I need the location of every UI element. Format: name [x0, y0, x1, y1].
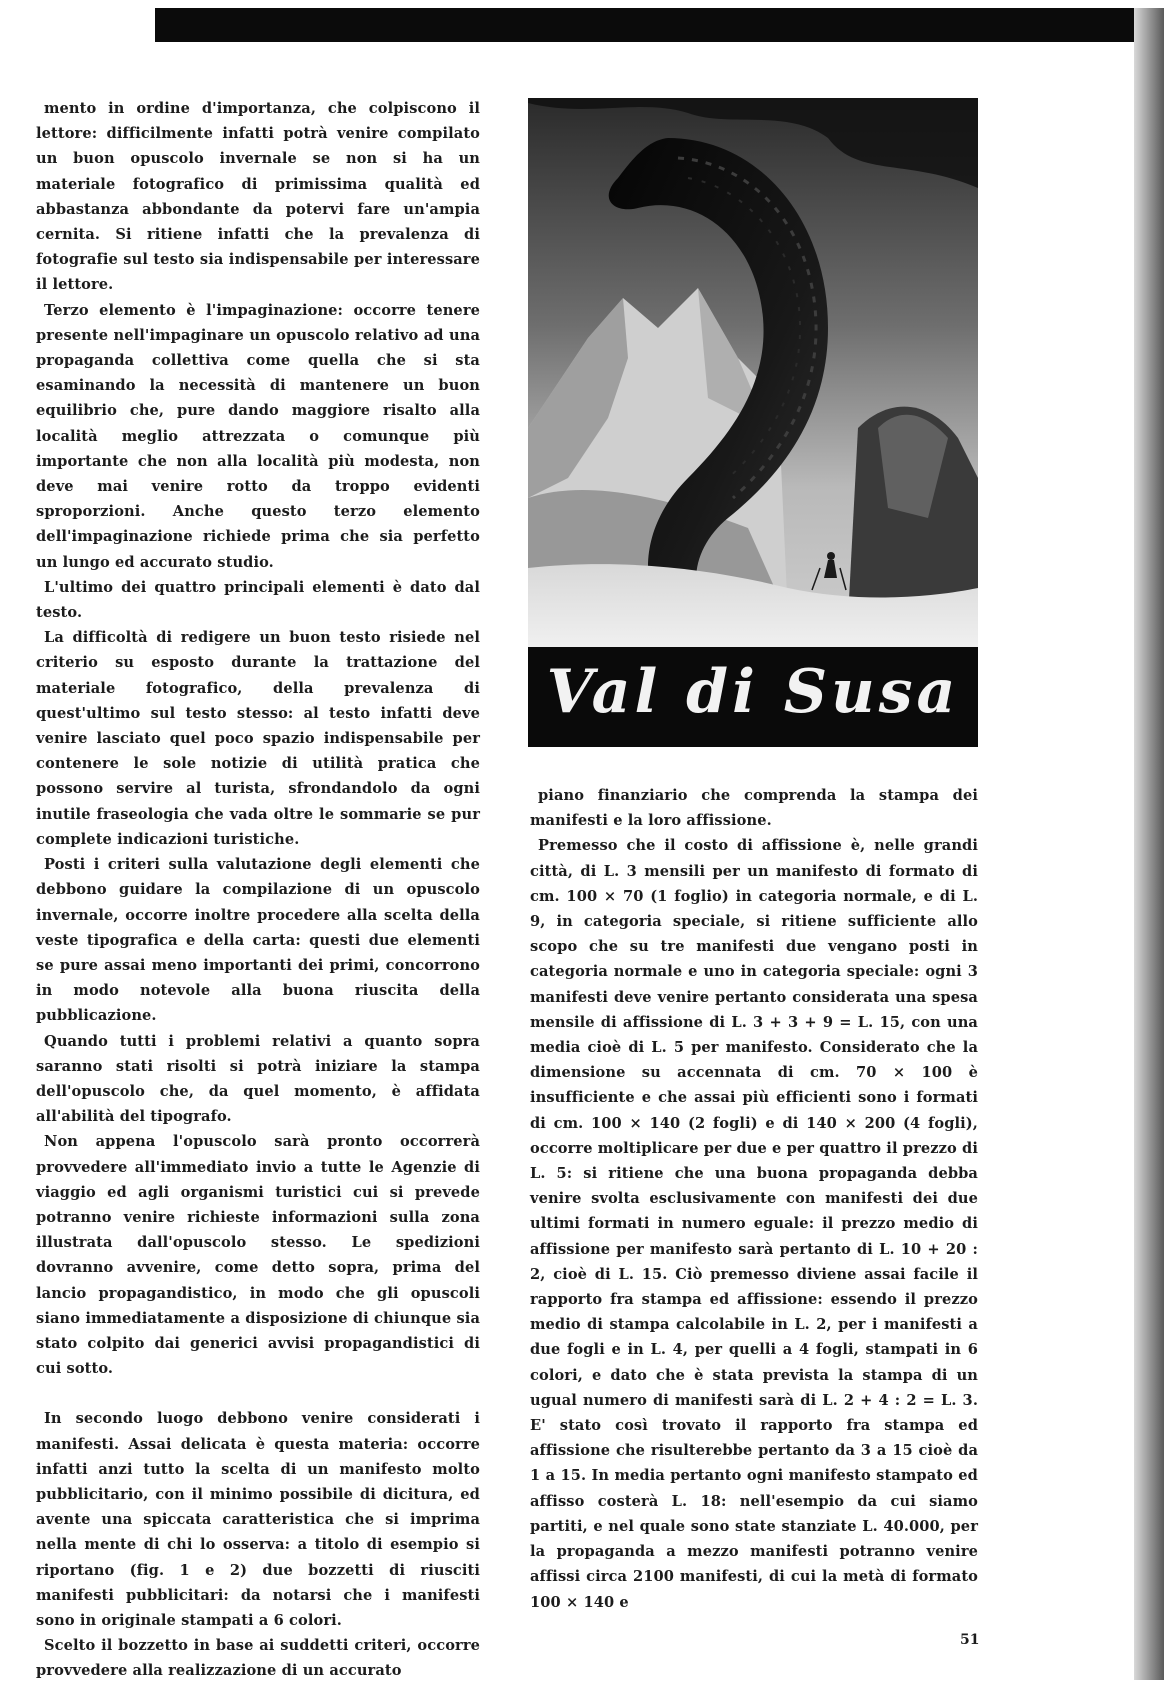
- paragraph: In secondo luogo debbono venire considerati i manifesti. Assai delicata è questa materia: occorre infatti anzi tutto la scelta di un manifesto molto pubblicitario, con il minimo possibile di dicitura, ed avente una spiccata caratteristica che si imprima nella mente di chi lo osserva: a titolo di esempio si riportano (fig. 1 e 2) due bozzetti di riusciti manifesti pubblicitari: da notarsi che i manifesti sono in originale stampati a 6 colori.: [36, 1410, 480, 1629]
- paragraph: Premesso che il costo di affissione è, nelle grandi città, di L. 3 mensili per un manifesto di formato di cm. 100 × 70 (1 foglio) in categoria normale, e di L. 9, in categoria speciale, si ritiene sufficiente allo scopo che su tre manifesti due vengano posti in categoria normale e uno in categoria speciale: ogni 3 manifesti deve venire pertanto considerata una spesa mensile di affissione di L. 3 + 3 + 9 = L. 15, con una media cioè di L. 5 per manifesto. Considerato che la dimensione su accennata di cm. 70 × 100 è insufficiente e che assai più efficienti sono i formati di cm. 100 × 140 (2 fogli) e di 140 × 200 (4 fogli), occorre moltiplicare per due e per quattro il prezzo di L. 5: si ritiene che una buona propaganda debba venire svolta esclusivamente con manifesti dei due ultimi formati in numero eguale: il prezzo medio di affissione per manifesto sarà pertanto di L. 10 + 20 : 2, cioè di L. 15. Ciò premesso diviene assai facile il rapporto fra stampa ed affissione: essendo il prezzo medio di stampa calcolabile in L. 2, per i manifesti a due fogli e in L. 4, per quelli a 4 fogli, stampati in 6 colori, e dato che è stata prevista la stampa di un ugual numero di manifesti sarà di L. 2 + 4 : 2 = L. 3. E' stato così trovato il rapporto fra stampa ed affissione che risulterebbe pertanto da 3 a 15 cioè da 1 a 15. In media pertanto ogni manifesto stampato ed affisso costerà L. 18: nell'esempio da cui siamo partiti, e nel quale sono state stanziate L. 40.000, per la propaganda a mezzo manifesti potranno venire affissi circa 2100 manifesti, di cui la metà di formato 100 × 140 e: [530, 837, 978, 1611]
- paragraph: L'ultimo dei quattro principali elementi è dato dal testo.: [36, 578, 480, 622]
- paragraph: Non appena l'opuscolo sarà pronto occorrerà provvedere all'immediato invio a tutte le Agenzie di viaggio ed agli organismi turistici cui si prevede potranno venire richieste informazioni sulla zona illustrata dall'opuscolo stesso. Le spedizioni dovranno avvenire, come detto sopra, prima del lancio propagandistico, in modo che gli opuscoli siano immediatamente a disposizione di chiunque sia stato colpito dai generici avvisi propagandistici di cui sotto.: [36, 1133, 480, 1378]
- page-number: 51: [960, 1632, 980, 1648]
- top-black-bar: [155, 8, 1164, 42]
- paragraph: mento in ordine d'importanza, che colpiscono il lettore: difficilmente infatti potrà venire compilato un buon opuscolo invernale se non si ha un materiale fotografico di primissima qualità ed abbastanza abbondante da potervi fare un'ampia cernita. Si ritiene infatti che la prevalenza di fotografie sul testo sia indispensabile per interessare il lettore.: [36, 100, 480, 294]
- paragraph: piano finanziario che comprenda la stampa dei manifesti e la loro affissione.: [530, 787, 978, 830]
- page-edge-shadow: [1134, 8, 1164, 1680]
- poster-illustration: [528, 98, 978, 747]
- right-text-column: [530, 783, 978, 1615]
- paragraph: La difficoltà di redigere un buon testo risiede nel criterio su esposto durante la trattazione del materiale fotografico, della prevalenza di quest'ultimo sul testo stesso: al testo infatti deve venire lasciato quel poco spazio indispensabile per contenere le sole notizie di utilità pratica che possono servire al turista, sfrondandolo da ogni inutile fraseologia che vada oltre le sommarie se pur complete indicazioni turistiche.: [36, 629, 480, 848]
- paragraph: Quando tutti i problemi relativi a quanto sopra saranno stati risolti si potrà iniziare la stampa dell'opuscolo che, da quel momento, è affidata all'abilità del tipografo.: [36, 1032, 480, 1126]
- left-text-column: [36, 96, 480, 1684]
- poster-title: Val di Susa: [546, 657, 960, 727]
- paragraph: Posti i criteri sulla valutazione degli elementi che debbono guidare la compilazione di un opuscolo invernale, occorre inoltre procedere alla scelta della veste tipografica e della carta: questi due elementi se pure assai meno importanti dei primi, concorrono in modo notevole alla buona riuscita della pubblicazione.: [36, 856, 480, 1025]
- paragraph: Terzo elemento è l'impaginazione: occorre tenere presente nell'impaginare un opuscolo relativo ad una propaganda collettiva come quella che si sta esaminando la necessità di mantenere un buon equilibrio che, pure dando maggiore risalto alla località meglio attrezzata o comunque più importante che non alla località più modesta, non deve mai venire rotto da troppo evidenti sproporzioni. Anche questo terzo elemento dell'impaginazione richiede prima che sia perfetto un lungo ed accurato studio.: [36, 301, 480, 571]
- paragraph: Scelto il bozzetto in base ai suddetti criteri, occorre provvedere alla realizzazione di un accurato: [36, 1637, 480, 1680]
